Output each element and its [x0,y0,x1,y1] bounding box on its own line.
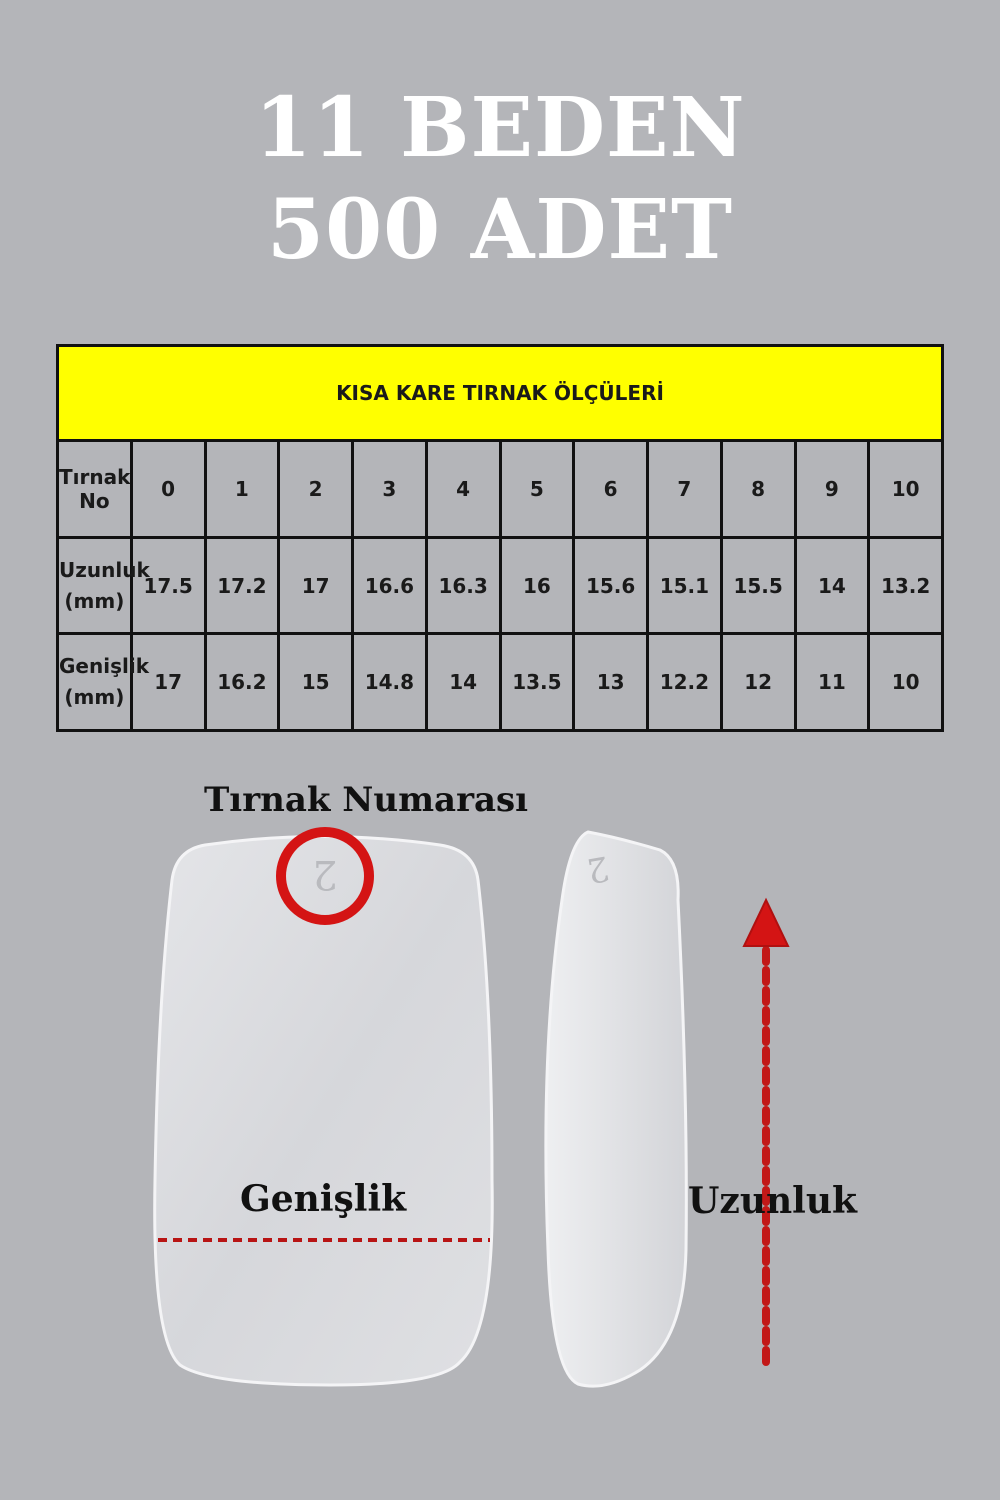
table-cell: 1 [205,441,279,538]
table-cell: 9 [795,441,869,538]
table-cell: 15.1 [648,537,722,634]
row-label-length-name: Uzunluk [59,557,150,582]
table-cell: 17 [279,537,353,634]
table-title: KISA KARE TIRNAK ÖLÇÜLERİ [58,346,943,441]
table-cell: 14 [795,537,869,634]
table-cell: 15.6 [574,537,648,634]
table-cell: 12.2 [648,634,722,731]
table-cell: 8 [721,441,795,538]
length-arrow-icon [744,900,788,946]
table-cell: 13.5 [500,634,574,731]
nail-tip-number: 2 [312,851,338,897]
row-label-width-unit: (mm) [64,685,125,710]
nail-tip-side [546,832,686,1386]
table-cell: 16.6 [353,537,427,634]
table-cell: 3 [353,441,427,538]
table-cell: 11 [795,634,869,731]
row-label-length-unit: (mm) [64,588,125,613]
table-cell: 12 [721,634,795,731]
table-cell: 15.5 [721,537,795,634]
table-cell: 17 [131,634,205,731]
table-cell: 5 [500,441,574,538]
table-cell: 10 [869,634,943,731]
table-cell: 16 [500,537,574,634]
table-cell: 10 [869,441,943,538]
table-cell: 17.2 [205,537,279,634]
table-cell: 2 [279,441,353,538]
nail-tip-side-number: 2 [583,847,612,891]
table-cell: 13.2 [869,537,943,634]
headline-sizes: 11 BEDEN [254,80,746,176]
table-cell: 16.3 [426,537,500,634]
table-cell: 17.5 [131,537,205,634]
table-cell: 14.8 [353,634,427,731]
table-cell: 4 [426,441,500,538]
table-cell: 6 [574,441,648,538]
width-label: Genişlik [240,1178,407,1220]
table-cell: 0 [131,441,205,538]
headline-quantity: 500 ADET [267,182,733,278]
table-cell: 13 [574,634,648,731]
length-label: Uzunluk [688,1180,857,1222]
row-label-nail-number: Tırnak No [58,441,132,538]
table-cell: 7 [648,441,722,538]
nail-number-label: Tırnak Numarası [204,780,529,820]
table-cell: 16.2 [205,634,279,731]
table-cell: 15 [279,634,353,731]
table-cell: 14 [426,634,500,731]
row-label-width-name: Genişlik [59,654,149,679]
